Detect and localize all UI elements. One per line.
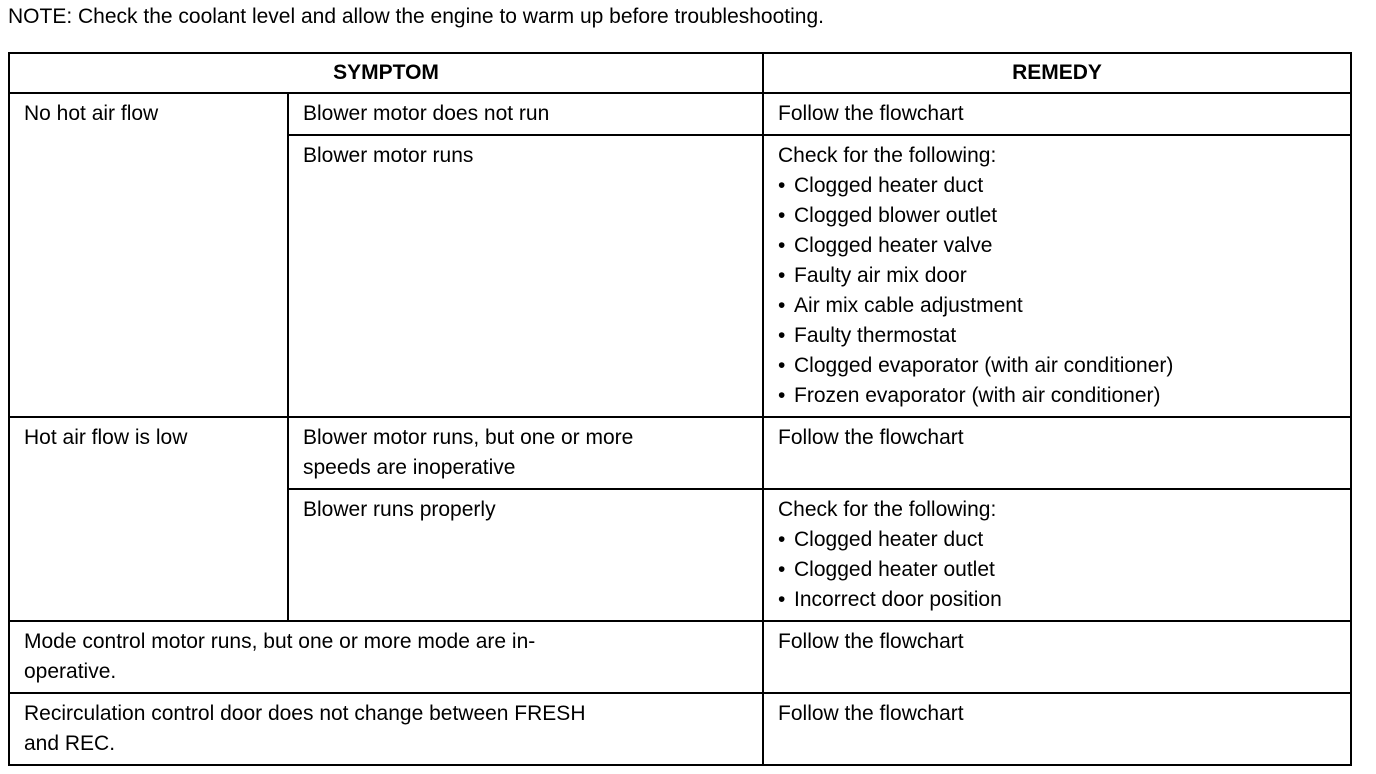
list-item: • Clogged blower outlet [778,201,1338,231]
table-row [9,621,1351,693]
list-item: • Faulty air mix door [778,261,1338,291]
list-item: • Air mix cable adjustment [778,291,1338,321]
check-list [778,525,1338,615]
troubleshooting-note: NOTE: Check the coolant level and allow the engine to warm up before troubleshooting. [8,5,824,28]
condition-line: speeds are inoperative [303,456,516,479]
remedy-title: Check for the following: [778,144,997,167]
condition-cell: Blower motor does not run [288,93,763,135]
remedy-cell [763,135,1351,417]
symptom-mode-control [9,621,763,693]
list-item: • Incorrect door position [778,585,1338,615]
list-item: • Frozen evaporator (with air conditioner) [778,381,1338,411]
remedy-cell: Follow the flowchart [763,693,1351,765]
symptom-no-hot-air: No hot air flow [9,93,288,417]
remedy-cell: Follow the flowchart [763,93,1351,135]
remedy-header: REMEDY [763,53,1351,93]
symptom-recirculation [9,693,763,765]
table-row [9,693,1351,765]
list-item: • Clogged heater duct [778,171,1338,201]
remedy-cell: Follow the flowchart [763,417,1351,489]
table-row [9,417,1351,489]
table-header-row [9,53,1351,93]
symptom-line: Mode control motor runs, but one or more mode are in- [24,630,536,653]
remedy-cell: Follow the flowchart [763,621,1351,693]
list-item: • Clogged evaporator (with air conditioner) [778,351,1338,381]
table-row [9,93,1351,135]
list-item: • Faulty thermostat [778,321,1338,351]
symptom-line: Recirculation control door does not change between FRESH [24,702,586,725]
symptom-header: SYMPTOM [9,53,763,93]
condition-cell: Blower motor runs [288,135,763,417]
condition-cell: Blower runs properly [288,489,763,621]
remedy-title: Check for the following: [778,498,997,521]
troubleshooting-table [8,52,1352,766]
check-list [778,171,1338,411]
symptom-line: and REC. [24,732,116,755]
list-item: • Clogged heater valve [778,231,1338,261]
symptom-line: operative. [24,660,117,683]
condition-line: Blower motor runs, but one or more [303,426,634,449]
remedy-cell [763,489,1351,621]
symptom-low-flow: Hot air flow is low [9,417,288,621]
list-item: • Clogged heater duct [778,525,1338,555]
list-item: • Clogged heater outlet [778,555,1338,585]
condition-cell [288,417,763,489]
